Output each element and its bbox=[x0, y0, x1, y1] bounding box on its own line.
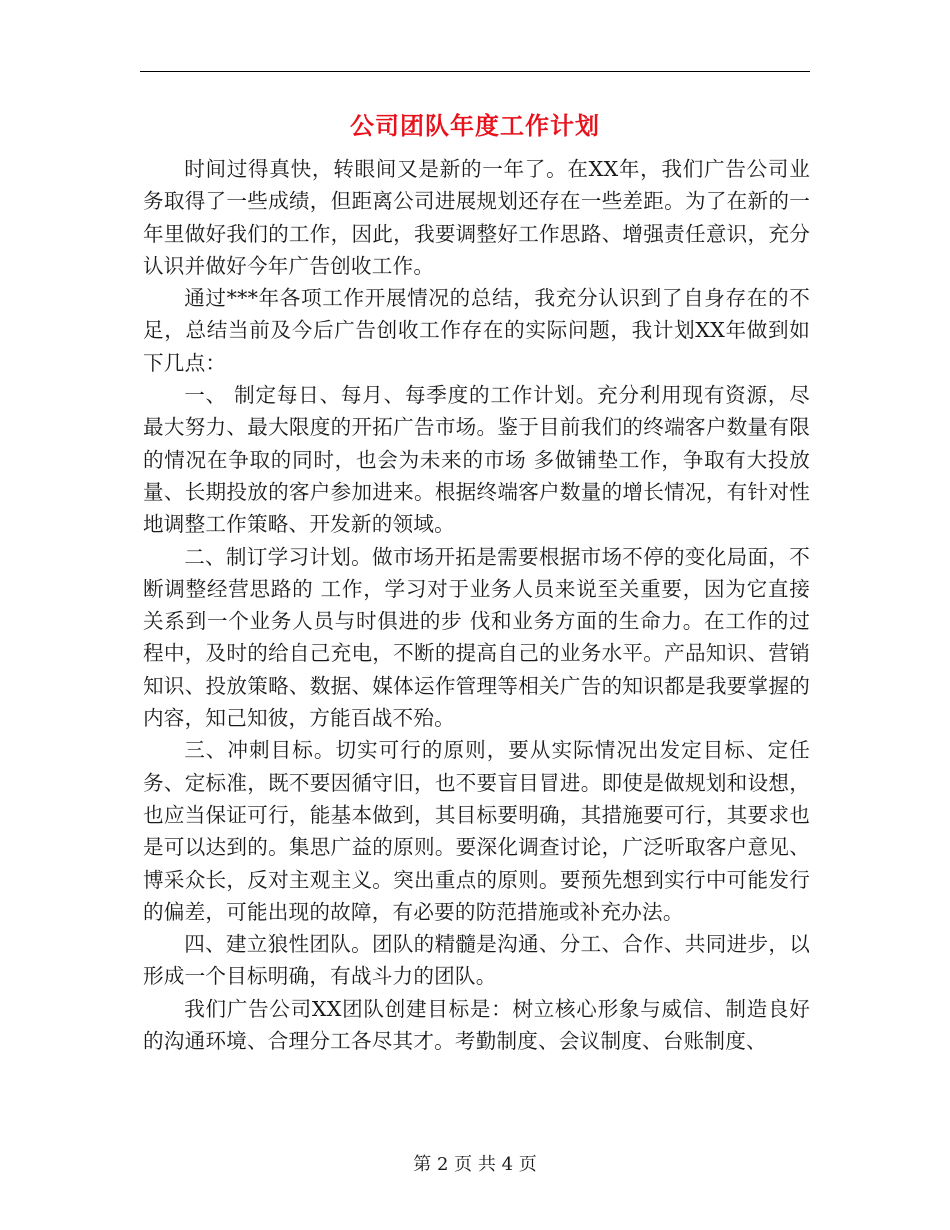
header-rule bbox=[140, 71, 810, 72]
paragraph: 四、建立狼性团队。团队的精髓是沟通、分工、合作、共同进步，以形成一个目标明确，有战斗力的团队。 bbox=[143, 932, 810, 989]
document-title: 公司团队年度工作计划 bbox=[350, 111, 600, 140]
paragraph: 我们广告公司XX团队创建目标是：树立核心形象与威信、制造良好的沟通环境、合理分工各尽其才。考勤制度、会议制度、台账制度、 bbox=[143, 996, 810, 1054]
paragraph: 通过***年各项工作开展情况的总结，我充分认识到了自身存在的不足，总结当前及今后广告创收工作存在的实际问题，我计划XX年做到如下几点： bbox=[143, 286, 810, 375]
document-body bbox=[143, 153, 810, 1057]
paragraph: 三、冲刺目标。切实可行的原则，要从实际情况出发定目标、定任务、定标准，既不要因循守旧，也不要盲目冒进。即使是做规划和设想，也应当保证可行，能基本做到，其目标要明确，其措施要可行，其要求也是可以达到的。集思广益的原则。要深化调查讨论，广泛听取客户意见、博采众长，反对主观主义。突出重点的原则。要预先想到实行中可能发行的偏差，可能出现的故障，有必要的防范措施或补充办法。 bbox=[143, 738, 810, 924]
paragraph: 二、制订学习计划。做市场开拓是需要根据市场不停的变化局面，不断调整经营思路的 工作，学习对于业务人员来说至关重要，因为它直接关系到一个业务人员与时俱进的步 伐和业务方面的生命力。在工作的过程中，及时的给自己充电，不断的提高自己的业务水平。产品知识、营销知识、投放策略、数据、媒体运作管理等相关广告的知识都是我要掌握的内容，知己知彼，方能百战不殆。 bbox=[143, 544, 810, 731]
paragraph: 一、 制定每日、每月、每季度的工作计划。充分利用现有资源，尽最大努力、最大限度的开拓广告市场。鉴于目前我们的终端客户数量有限的情况在争取的同时，也会为未来的市场 多做铺垫工作，争取有大投放量、长期投放的客户参加进来。根据终端客户数量的增长情况，有针对性地调整工作策略、开发新的领域。 bbox=[143, 383, 810, 537]
page-footer: 第 2 页 共 4 页 bbox=[413, 1154, 537, 1175]
paragraph: 时间过得真快，转眼间又是新的一年了。在XX年，我们广告公司业务取得了一些成绩，但距离公司进展规划还存在一些差距。为了在新的一年里做好我们的工作，因此，我要调整好工作思路、增强责任意识，充分认识并做好今年广告创收工作。 bbox=[143, 157, 810, 278]
